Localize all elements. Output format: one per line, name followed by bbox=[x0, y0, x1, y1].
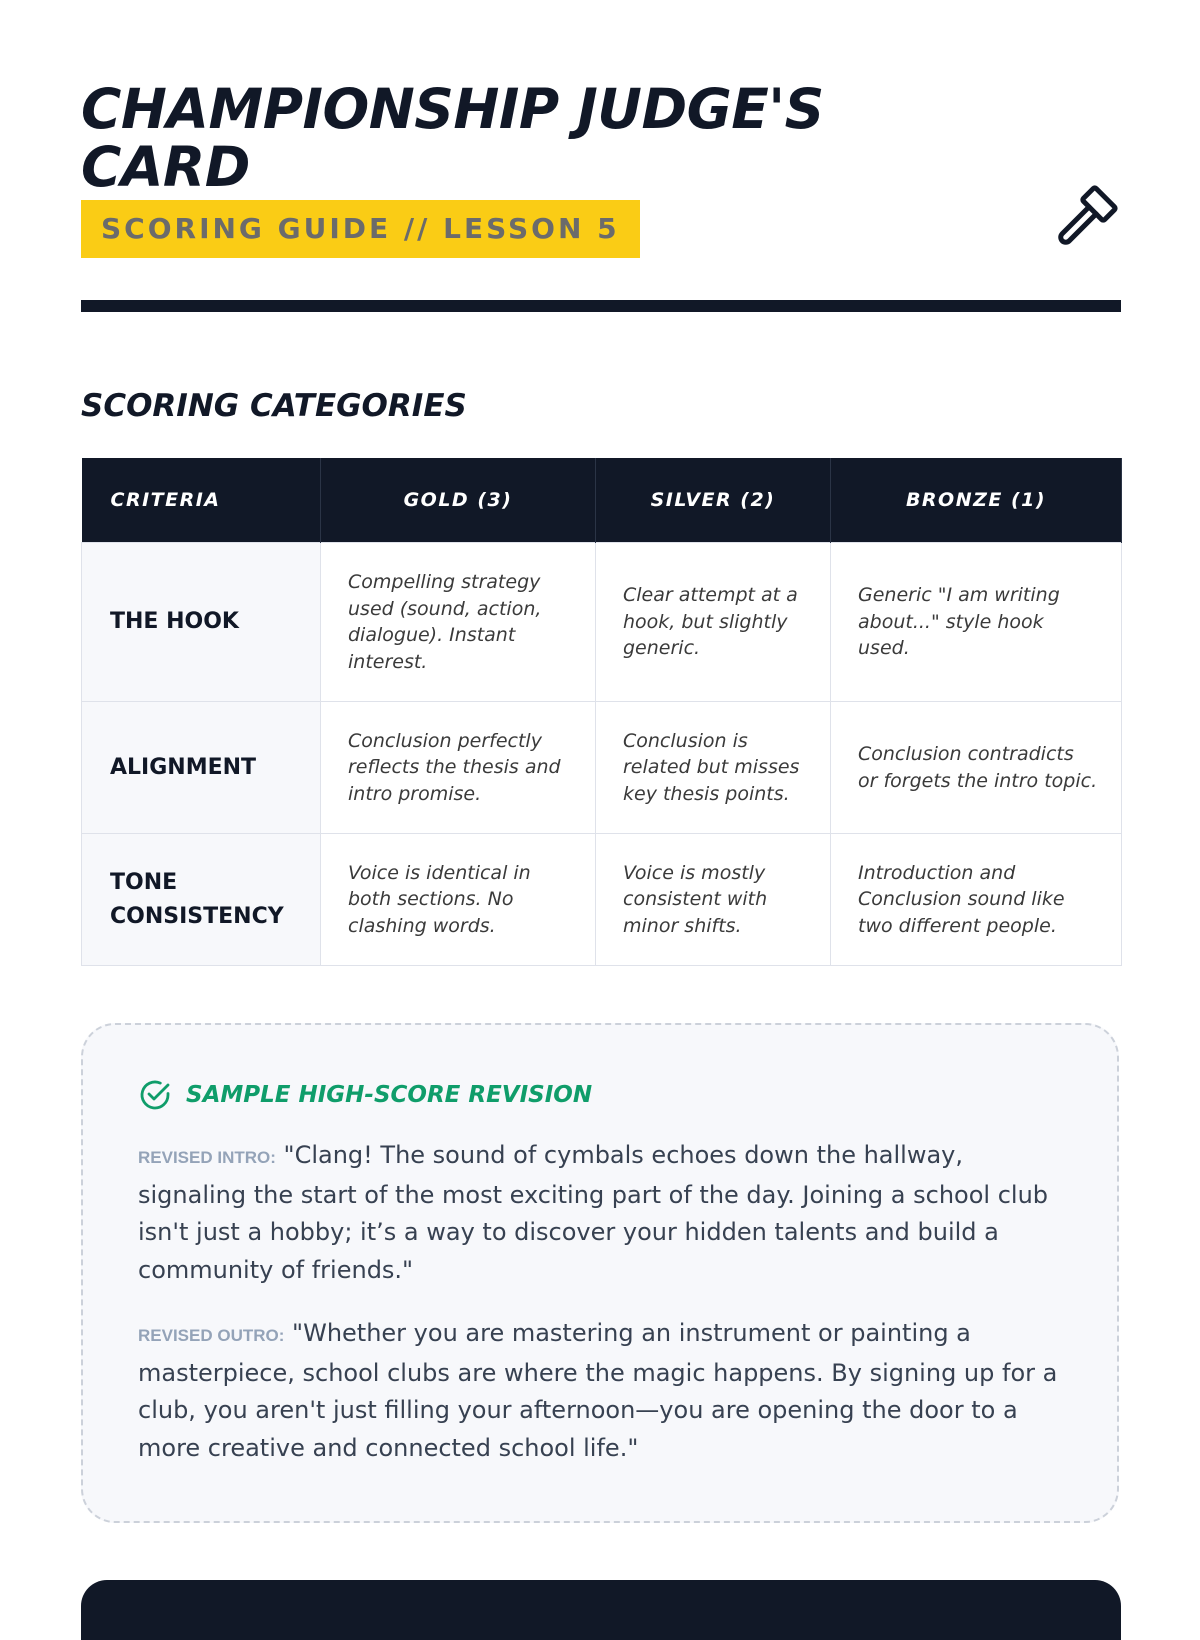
silver-cell: Conclusion is related but misses key thesis points. bbox=[596, 702, 831, 834]
revised-intro-label: REVISED INTRO: bbox=[138, 1148, 276, 1167]
table-row bbox=[82, 543, 1122, 702]
footer-bar bbox=[81, 1580, 1121, 1640]
column-header: CRITERIA bbox=[82, 458, 321, 543]
lesson-badge: SCORING GUIDE // LESSON 5 bbox=[81, 200, 640, 258]
bronze-cell: Generic "I am writing about..." style hook used. bbox=[831, 543, 1122, 702]
column-header: SILVER (2) bbox=[596, 458, 831, 543]
check-circle-icon bbox=[138, 1078, 172, 1112]
criteria-cell: TONE CONSISTENCY bbox=[82, 834, 321, 966]
gold-cell: Voice is identical in both sections. No clashing words. bbox=[321, 834, 596, 966]
page-title: CHAMPIONSHIP JUDGE'S CARD bbox=[81, 77, 824, 199]
table-row bbox=[82, 702, 1122, 834]
criteria-cell: THE HOOK bbox=[82, 543, 321, 702]
sample-revision-box bbox=[81, 1023, 1119, 1523]
scoring-table bbox=[81, 458, 1122, 966]
revised-outro bbox=[138, 1315, 1058, 1467]
column-header: GOLD (3) bbox=[321, 458, 596, 543]
revised-intro-text: "Clang! The sound of cymbals echoes down the hallway, signaling the start of the most exciting part of the day. Joining a school club isn't just a hobby; it’s a way to discover your hidden talents and build a community of friends." bbox=[138, 1141, 1049, 1284]
revised-outro-label: REVISED OUTRO: bbox=[138, 1326, 285, 1345]
gavel-icon bbox=[1045, 184, 1119, 258]
silver-cell: Clear attempt at a hook, but slightly generic. bbox=[596, 543, 831, 702]
table-header-row bbox=[82, 458, 1122, 543]
gold-cell: Compelling strategy used (sound, action, dialogue). Instant interest. bbox=[321, 543, 596, 702]
header-divider bbox=[81, 300, 1121, 312]
criteria-cell: ALIGNMENT bbox=[82, 702, 321, 834]
table-row bbox=[82, 834, 1122, 966]
judges-card-page bbox=[81, 77, 1121, 1462]
revised-outro-text: "Whether you are mastering an instrument or painting a masterpiece, school clubs are where the magic happens. By signing up for a club, you aren't just filling your afternoon—you are opening the door to a more creative and connected school life." bbox=[138, 1319, 1058, 1462]
sample-header bbox=[138, 1078, 592, 1112]
column-header: BRONZE (1) bbox=[831, 458, 1122, 543]
sample-title: SAMPLE HIGH-SCORE REVISION bbox=[186, 1082, 593, 1108]
bronze-cell: Introduction and Conclusion sound like two different people. bbox=[831, 834, 1122, 966]
silver-cell: Voice is mostly consistent with minor shifts. bbox=[596, 834, 831, 966]
section-title: SCORING CATEGORIES bbox=[81, 388, 467, 424]
bronze-cell: Conclusion contradicts or forgets the intro topic. bbox=[831, 702, 1122, 834]
revised-intro bbox=[138, 1137, 1058, 1289]
header bbox=[81, 77, 1121, 314]
gold-cell: Conclusion perfectly reflects the thesis and intro promise. bbox=[321, 702, 596, 834]
